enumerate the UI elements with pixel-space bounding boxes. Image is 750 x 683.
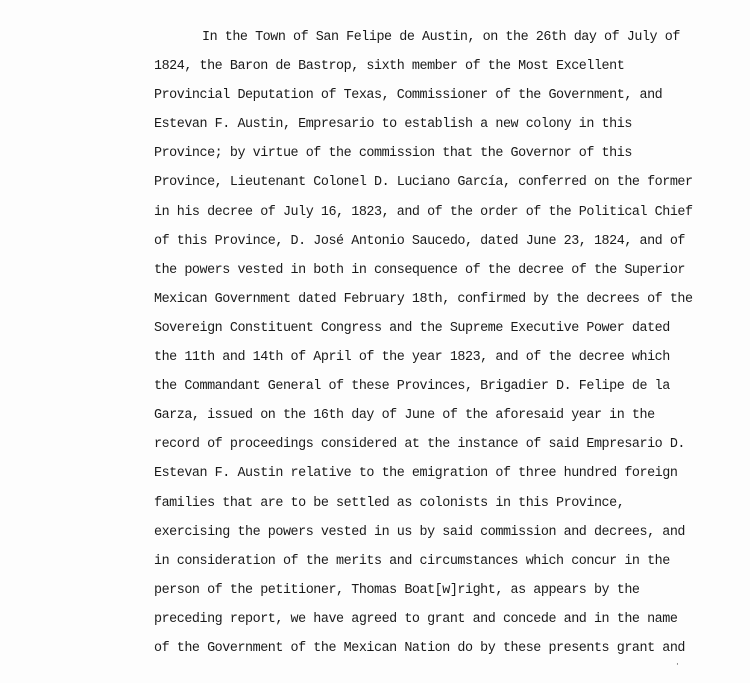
text-line: exercising the powers vested in us by said commission and decrees, and (154, 524, 685, 540)
text-line: the Commandant General of these Provinces, Brigadier D. Felipe de la (154, 379, 670, 395)
text-line: Province, Lieutenant Colonel D. Luciano García, conferred on the former (154, 175, 693, 191)
text-line: of this Province, D. José Antonio Saucedo, dated June 23, 1824, and of (154, 233, 685, 249)
text-line: Province; by virtue of the commission that the Governor of this (154, 146, 632, 162)
text-line: Garza, issued on the 16th day of June of the aforesaid year in the (154, 408, 655, 424)
text-line: Mexican Government dated February 18th, confirmed by the decrees of the (154, 291, 693, 307)
text-line: families that are to be settled as colonists in this Province, (154, 495, 625, 511)
text-line: In the Town of San Felipe de Austin, on the 26th day of July of (202, 30, 680, 45)
text-line: person of the petitioner, Thomas Boat[w]right, as appears by the (154, 582, 640, 598)
text-line: in his decree of July 16, 1823, and of the order of the Political Chief (154, 204, 693, 220)
text-line: the 11th and 14th of April of the year 1823, and of the decree which (154, 350, 670, 366)
document-body (154, 23, 694, 663)
text-line: Estevan F. Austin relative to the emigration of three hundred foreign (154, 466, 678, 482)
text-line: Sovereign Constituent Congress and the Supreme Executive Power dated (154, 320, 670, 336)
text-line: preceding report, we have agreed to grant and concede and in the name (154, 611, 678, 627)
text-line: Estevan F. Austin, Empresario to establish a new colony in this (154, 117, 632, 133)
text-line: of the Government of the Mexican Nation do by these presents grant and (154, 640, 685, 656)
text-line: 1824, the Baron de Bastrop, sixth member of the Most Excellent (154, 59, 625, 75)
text-line: record of proceedings considered at the instance of said Empresario D. (154, 437, 685, 453)
text-line: Provincial Deputation of Texas, Commissioner of the Government, and (154, 88, 663, 104)
text-line: the powers vested in both in consequence of the decree of the Superior (154, 262, 685, 278)
ink-speck-mark: · (676, 660, 679, 670)
text-line: in consideration of the merits and circumstances which concur in the (154, 553, 670, 569)
